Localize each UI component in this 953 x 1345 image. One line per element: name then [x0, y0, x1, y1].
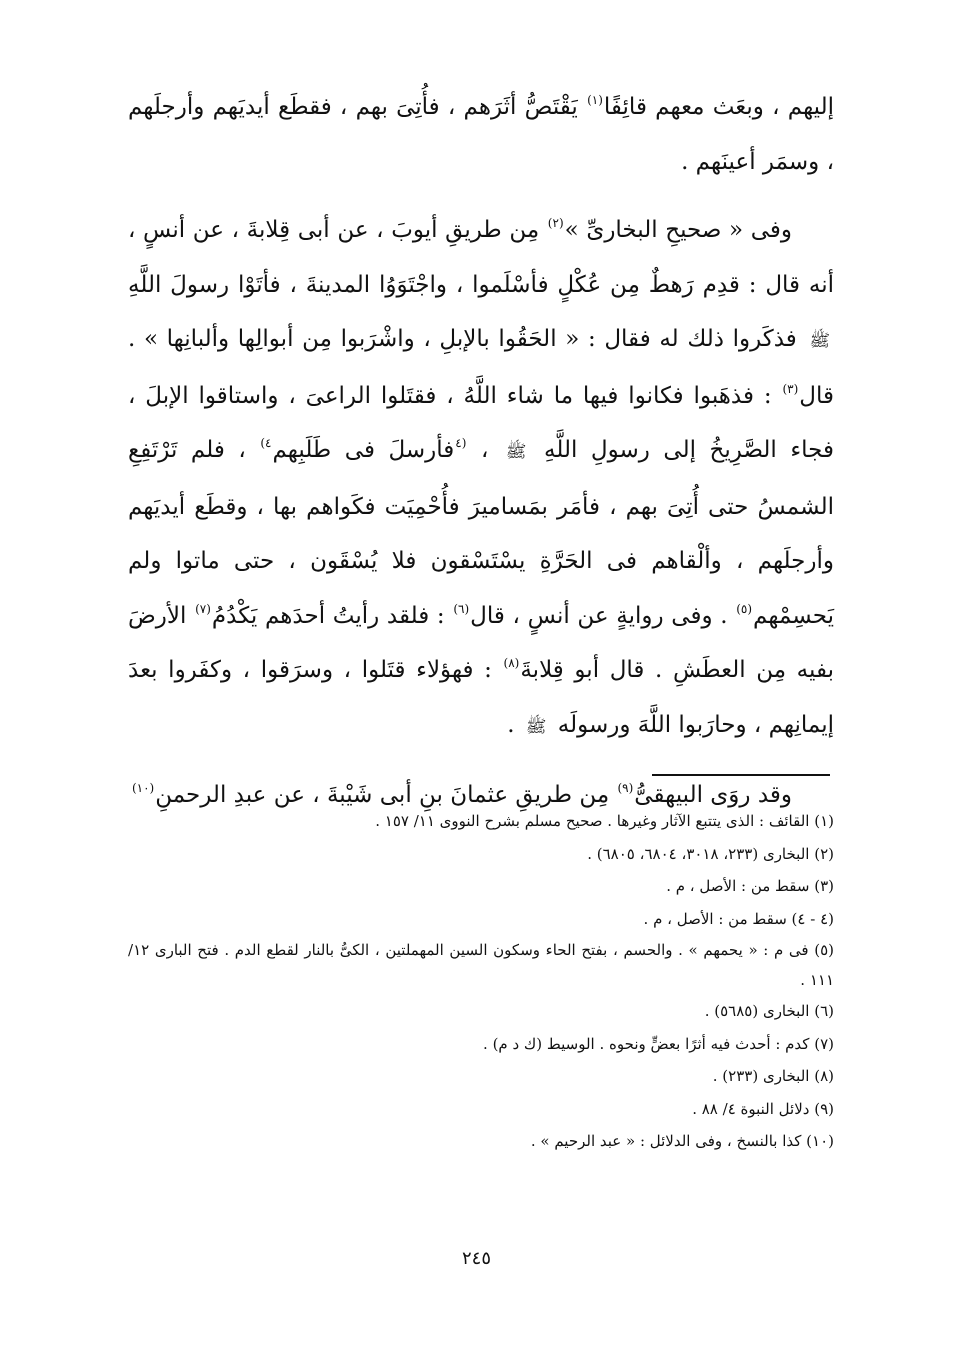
footnote-7: (٧) كدم : أحدث فيه أثرًا بعضٍّ ونحوه . الوسيط (ك د م) . — [483, 1034, 834, 1053]
salawat-ligature: ﷺ — [505, 442, 527, 462]
paragraph-1 — [128, 80, 834, 189]
main-text — [128, 80, 834, 823]
salawat-ligature: ﷺ — [809, 331, 830, 351]
footnotes — [128, 805, 834, 1158]
footnote-2: (٢) البخارى (٢٣٣، ٣٠١٨، ٦٨٠٤، ٦٨٠٥) . — [587, 844, 834, 863]
text-run: مِن طريقِ عثمانَ بنِ أبى شَيْبةَ ، عن عبدِ الرحمنِ — [155, 782, 617, 808]
footnote-ref-8: (٨) — [503, 656, 520, 670]
footnote-ref-1: (١) — [587, 93, 603, 107]
text-run: فأرسلَ فى طَلَبِهم — [272, 437, 455, 463]
footnote-3: (٣) سقط من : الأصل ، م . — [666, 877, 834, 895]
footnote-ref-9: (٩) — [617, 781, 634, 795]
text-run: ، فلم تَرْتَفِعِ الشمسُ حتى أُتِىَ بهم ، فأمَر بمَساميرَ فأُحْمِيَت فكَواهم بها ، وقطَع أيديَهم وأرجلَهم ، وألْقاهم فى الحَرَّةِ يسْتَسْقون فلا يُسْقَون ، حتى ماتوا ولم يَحسِمْهم — [128, 437, 835, 629]
footnote-ref-2: (٢) — [547, 216, 564, 230]
text-run: إليهم ، وبعَث معهم قائِفًا — [603, 94, 835, 120]
footnote-10: (١٠) كذا بالنسخ ، وفى الدلائل : « عبد الرحيم » . — [530, 1132, 834, 1150]
footnote-ref-10: (١٠) — [131, 781, 155, 795]
footnote-9: (٩) دلائل النبوة ٤/ ٨٨ . — [692, 1099, 834, 1118]
footnote-6: (٦) البخارى (٥٦٨٥) . — [704, 1002, 834, 1020]
footnote-1: (١) القائف : الذى يتتبع الآثار وغيرها . صحيح مسلم بشرح النووى ١١/ ١٥٧ . — [375, 812, 834, 830]
salawat-ligature: ﷺ — [525, 716, 547, 737]
page-number: ٢٤٥ — [461, 1248, 491, 1269]
footnote-ref-4-end: ٤) — [260, 436, 272, 450]
text-run: ، — [467, 437, 502, 463]
footnote-5: (٥) فى م : « يحمهم » . والحسم ، بفتح الحاء وسكون السين المهملتين ، الكىُّ بالنار لقطع الدم . فتح البارى ١٢/ ١١١ . — [128, 941, 834, 989]
paragraph-2 — [128, 203, 834, 754]
text-run: وفى « صحيحِ البخارىِّ » — [564, 217, 792, 243]
text-run: : فذهَبوا فكانوا فيها ما شاء اللَّهُ ، فقتَلوا الراعىَ ، واستاقوا الإبلَ ، فجاء الصَّرِيخُ إلى رسولِ اللَّهِ — [128, 382, 834, 463]
footnote-ref-7: (٧) — [195, 601, 211, 616]
footnote-ref-3: (٣) — [782, 381, 799, 396]
text-run: فذكَروا ذلك له فقال : « الحَقُوا بالإبلِ ، واشْرَبوا مِن أبوالِها وألبانِها » . قال — [128, 326, 834, 409]
text-run: : فهؤلاء قتَلوا ، وسرَقوا ، وكفَروا بعدَ إيمانِهم ، وحارَبوا اللَّهَ ورسولَه — [128, 657, 834, 738]
text-run: . وفى روايةٍ عن أنسٍ ، قال — [470, 602, 736, 629]
text-run: الأرضَ بفيه مِن العطَشِ . قال أبو قِلابةَ — [128, 602, 834, 683]
footnote-8: (٨) البخارى (٢٣٣) . — [712, 1067, 834, 1085]
text-run: مِن طريقِ أيوبَ ، عن أبى قِلابةَ ، عن أنسٍ ، أنه قال : قدِم رَهطٌ مِن عُكْلٍ فأسْلَموا ، واجْتَوَوُا المدينةَ ، فأتَوْا رسولَ اللَّهِ — [128, 217, 834, 298]
footnote-ref-5: (٥) — [736, 601, 753, 616]
footnote-4: (٤ - ٤) سقط من : الأصل ، م . — [643, 909, 834, 928]
footnote-separator — [652, 774, 830, 776]
text-run: : فلقد رأيتُ أحدَهم يَكْدُمُ — [211, 602, 453, 629]
footnote-ref-6: (٦) — [453, 601, 470, 616]
footnote-ref-4-start: (٤ — [455, 436, 467, 450]
text-run: وقد روَى البيهقىُّ — [634, 782, 792, 808]
text-run: يَقْتَصُّ أثَرَهم ، فأُتِىَ بهم ، فقطَع أيديَهم وأرجلَهم ، وسمَر أعينَهم . — [128, 94, 834, 175]
text-run: . — [507, 711, 522, 738]
